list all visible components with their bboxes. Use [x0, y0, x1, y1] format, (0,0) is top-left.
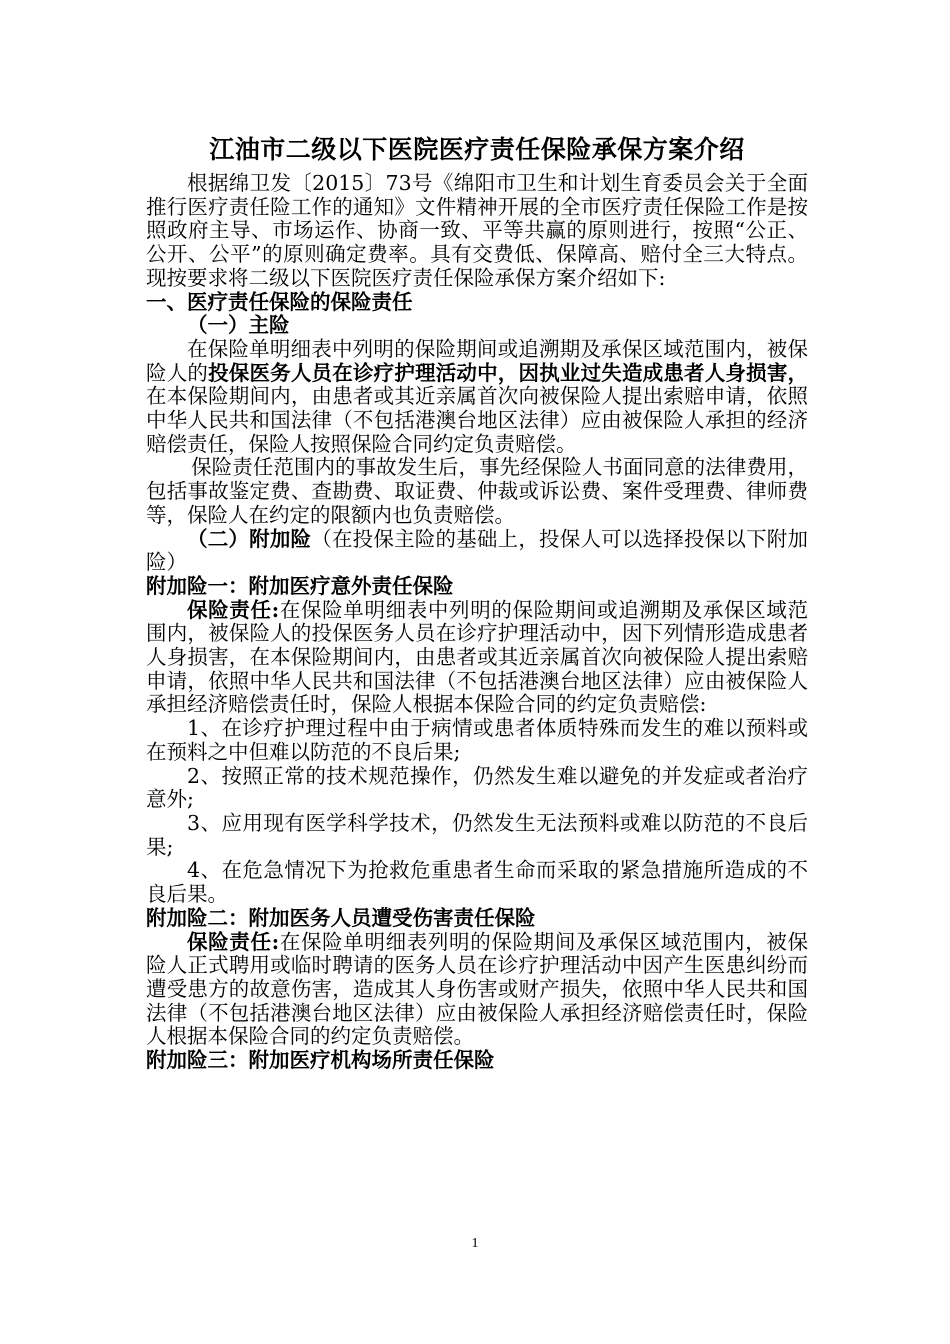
intro-paragraph: 根据绵卫发〔2015〕73号《绵阳市卫生和计划生育委员会关于全面推行医疗责任险工作的通知》文件精神开展的全市医疗责任保险工作是按照政府主导、市场运作、协商一致、平等共赢的原则进行，按照“公正、公开、公平”的原则确定费率。具有交费低、保障高、赔付全三大特点。现按要求将二级以下医院医疗责任保险承保方案介绍如下: — [146, 171, 808, 290]
additional-2-liability-text: 在保险单明细表列明的保险期间及承保区域范围内，被保险人正式聘用或临时聘请的医务人员在诊疗护理活动中因产生医患纠纷而遭受患方的故意伤害，造成其人身伤害或财产损失，依照中华人民共和国法律（不包括港澳台地区法律）应由被保险人承担经济赔偿责任时，保险人根据本保险合同的约定负责赔偿。 — [146, 929, 808, 1049]
additional-insurance-paragraph — [146, 528, 808, 575]
heading-additional-3: 附加险三：附加医疗机构场所责任保险 — [146, 1048, 495, 1073]
main-insurance-text-b: 在本保险期间内，由患者或其近亲属首次向被保险人提出索赔申请，依照中华人民共和国法律（不包括港澳台地区法律）应由被保险人承担的经济赔偿责任，保险人按照保险合同约定负责赔偿。 — [146, 384, 808, 456]
additional-2-liability-paragraph — [146, 931, 808, 1050]
main-insurance-bold-text: 投保医务人员在诊疗护理活动中，因执业过失造成患者人身损害， — [208, 360, 809, 385]
legal-fees-paragraph: 保险责任范围内的事故发生后，事先经保险人书面同意的法律费用，包括事故鉴定费、查勘费、取证费、仲裁或诉讼费、案件受理费、律师费等，保险人在约定的限额内也负责赔偿。 — [146, 455, 808, 527]
additional-1-liability-label: 保险责任: — [187, 597, 280, 622]
subheading-additional-insurance: （二）附加险 — [187, 526, 312, 551]
additional-1-liability-paragraph — [146, 599, 808, 718]
list-item: 2、按照正常的技术规范操作，仍然发生难以避免的并发症或者治疗意外; — [146, 763, 808, 812]
additional-2-liability-label: 保险责任: — [187, 929, 280, 954]
page-number: 1 — [471, 1236, 479, 1251]
main-insurance-paragraph — [146, 338, 808, 457]
additional-1-liability-text: 在保险单明细表中列明的保险期间或追溯期及承保区域范围内，被保险人的投保医务人员在诊疗护理活动中，因下列情形造成患者人身损害，在本保险期间内，由患者或其近亲属首次向被保险人提出索赔申请，依照中华人民共和国法律（不包括港澳台地区法律）应由被保险人承担经济赔偿责任时，保险人根据本保险合同的约定负责赔偿: — [146, 597, 808, 717]
list-item: 4、在危急情况下为抢救危重患者生命而采取的紧急措施所造成的不良后果。 — [146, 858, 808, 907]
document-title: 江油市二级以下医院医疗责任保险承保方案介绍 — [209, 135, 745, 164]
section-heading-liability: 一、医疗责任保险的保险责任 — [146, 289, 413, 314]
subheading-main-insurance: （一）主险 — [187, 313, 290, 338]
list-item: 1、在诊疗护理过程中由于病情或患者体质特殊而发生的难以预料或在预料之中但难以防范的不良后果; — [146, 716, 808, 764]
list-item: 3、应用现有医学科学技术，仍然发生无法预料或难以防范的不良后果; — [146, 810, 808, 859]
main-insurance-text-a: 在保险单明细表中列明的保险期间或追溯期及承保区域范围内，被保险人的 — [146, 336, 808, 385]
document-body — [146, 128, 808, 1073]
heading-additional-2: 附加险二：附加医务人员遭受伤害责任保险 — [146, 905, 536, 930]
additional-insurance-note: （在投保主险的基础上，投保人可以选择投保以下附加险） — [146, 526, 809, 575]
heading-additional-1: 附加险一：附加医疗意外责任保险 — [146, 573, 454, 598]
